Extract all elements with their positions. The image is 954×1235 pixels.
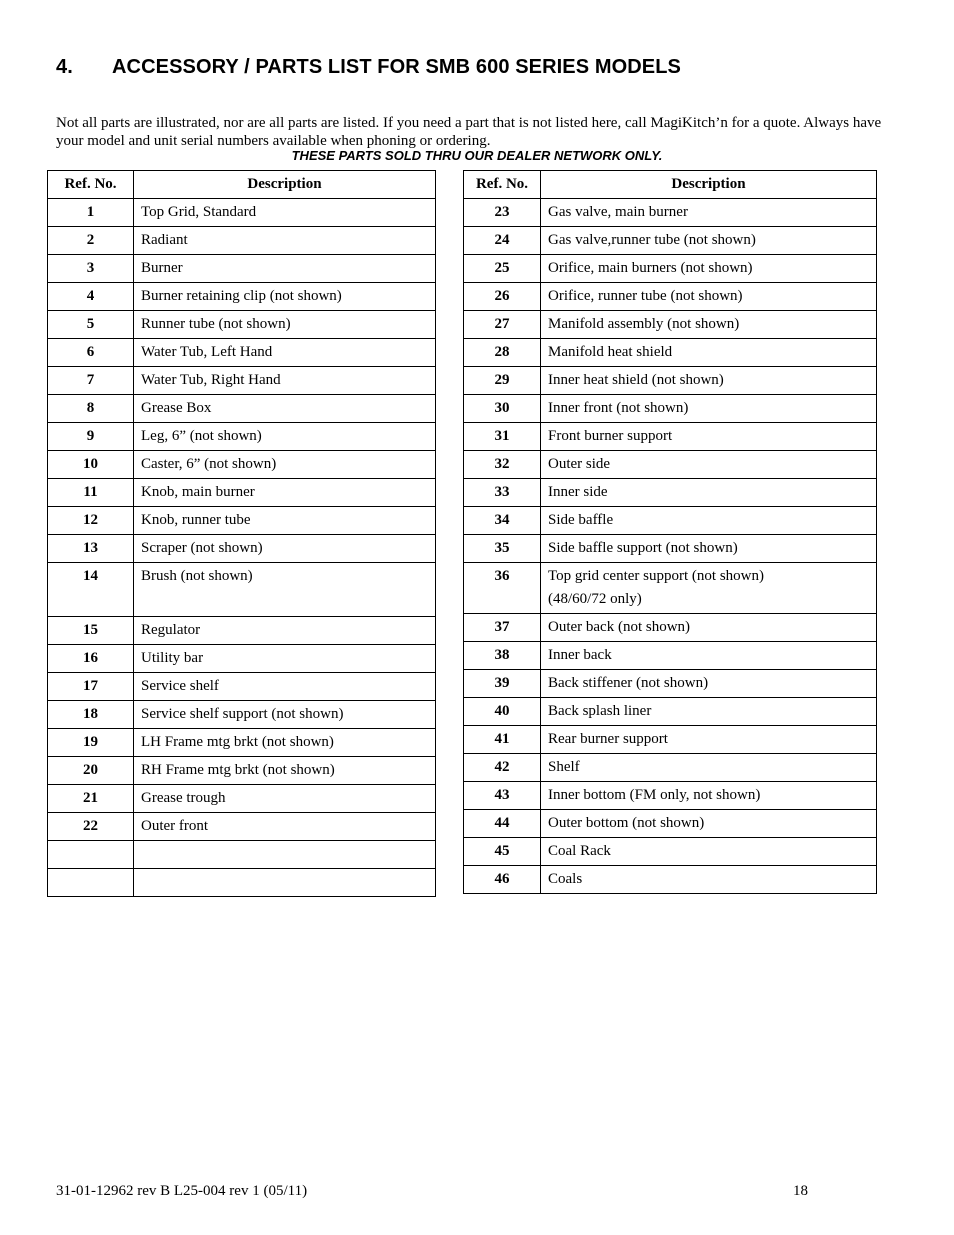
description-cell (541, 199, 877, 227)
description-text: Runner tube (not shown) (141, 316, 291, 332)
description-cell (134, 757, 436, 785)
description-cell (541, 395, 877, 423)
description-cell (541, 311, 877, 339)
ref-no-cell: 41 (464, 726, 541, 754)
description-text: Orifice, runner tube (not shown) (548, 288, 743, 304)
description-text: Knob, main burner (141, 484, 255, 500)
description-text: Service shelf support (not shown) (141, 706, 344, 722)
description-cell (134, 813, 436, 841)
ref-no-cell: 7 (48, 367, 134, 395)
description-text: Side baffle support (not shown) (548, 540, 738, 556)
ref-no-cell: 26 (464, 283, 541, 311)
parts-table-right (463, 170, 877, 894)
ref-no-cell: 18 (48, 701, 134, 729)
description-text: Inner heat shield (not shown) (548, 372, 724, 388)
intro-paragraph: Not all parts are illustrated, nor are all parts are listed. If you need a part that is not listed here, call MagiKitch’n for a quote. Always have your model and unit serial numbers available when phoning or ordering. (56, 115, 882, 149)
description-cell (541, 535, 877, 563)
ref-no-cell: 11 (48, 479, 134, 507)
description-text: Outer bottom (not shown) (548, 815, 705, 831)
ref-no-cell: 45 (464, 838, 541, 866)
description-cell (541, 754, 877, 782)
ref-no-cell: 36 (464, 563, 541, 614)
table-row (464, 199, 877, 227)
ref-no-cell: 9 (48, 423, 134, 451)
description-text: Back stiffener (not shown) (548, 675, 709, 691)
table-row (464, 507, 877, 535)
description-text: Burner retaining clip (not shown) (141, 288, 342, 304)
description-cell (134, 479, 436, 507)
table-row (48, 535, 436, 563)
description-text: Gas valve,runner tube (not shown) (548, 232, 756, 248)
table-row (48, 757, 436, 785)
description-cell (541, 451, 877, 479)
description-text: Water Tub, Right Hand (141, 372, 281, 388)
table-row (464, 227, 877, 255)
ref-no-cell: 39 (464, 670, 541, 698)
description-cell (134, 841, 436, 869)
description-text: Back splash liner (548, 703, 652, 719)
table-row (464, 423, 877, 451)
description-cell (541, 255, 877, 283)
section-title: ACCESSORY / PARTS LIST FOR SMB 600 SERIES MODELS (112, 56, 681, 78)
description-text: Top Grid, Standard (141, 204, 257, 220)
description-text: Scraper (not shown) (141, 540, 263, 556)
section-number: 4. (56, 56, 73, 78)
table-row (464, 698, 877, 726)
ref-no-cell: 2 (48, 227, 134, 255)
description-text: Grease trough (141, 790, 226, 806)
table-row (464, 395, 877, 423)
ref-no-cell: 8 (48, 395, 134, 423)
table-row (48, 673, 436, 701)
ref-no-cell: 23 (464, 199, 541, 227)
table-row (464, 642, 877, 670)
description-cell (134, 535, 436, 563)
description-cell (541, 726, 877, 754)
table-row (48, 227, 436, 255)
description-cell (134, 311, 436, 339)
description-text: Outer front (141, 818, 209, 834)
ref-no-cell: 27 (464, 311, 541, 339)
description-cell (541, 227, 877, 255)
table-row (464, 670, 877, 698)
description-text: Orifice, main burners (not shown) (548, 260, 753, 276)
ref-no-cell: 46 (464, 866, 541, 894)
ref-no-cell: 35 (464, 535, 541, 563)
ref-no-header: Ref. No. (464, 171, 541, 199)
description-text: Knob, runner tube (141, 512, 251, 528)
description-text: Regulator (141, 622, 201, 638)
description-text: Shelf (548, 759, 580, 775)
description-text: Inner back (548, 647, 612, 663)
ref-no-cell: 44 (464, 810, 541, 838)
ref-no-cell: 14 (48, 563, 134, 617)
description-cell (541, 339, 877, 367)
table-header-row (464, 171, 877, 199)
table-row (464, 754, 877, 782)
description-cell (541, 698, 877, 726)
ref-no-cell: 37 (464, 614, 541, 642)
description-text: Inner front (not shown) (548, 400, 689, 416)
ref-no-cell: 10 (48, 451, 134, 479)
description-cell (134, 507, 436, 535)
description-cell (134, 199, 436, 227)
table-row (464, 726, 877, 754)
ref-no-cell: 24 (464, 227, 541, 255)
table-row (48, 563, 436, 617)
description-text: Manifold assembly (not shown) (548, 316, 740, 332)
ref-no-cell: 34 (464, 507, 541, 535)
table-row (48, 311, 436, 339)
description-text: Coals (548, 871, 583, 887)
description-cell (134, 869, 436, 897)
table-row (48, 395, 436, 423)
ref-no-cell (48, 841, 134, 869)
page-number: 18 (793, 1183, 808, 1199)
table-row (48, 339, 436, 367)
description-text: Gas valve, main burner (548, 204, 688, 220)
table-row (48, 479, 436, 507)
description-cell (134, 451, 436, 479)
description-cell (541, 507, 877, 535)
table-row (48, 283, 436, 311)
description-text: Utility bar (141, 650, 204, 666)
description-cell (541, 866, 877, 894)
ref-no-cell: 42 (464, 754, 541, 782)
description-text: Rear burner support (548, 731, 668, 747)
ref-no-header: Ref. No. (48, 171, 134, 199)
ref-no-cell: 25 (464, 255, 541, 283)
ref-no-cell: 4 (48, 283, 134, 311)
ref-no-cell: 6 (48, 339, 134, 367)
description-text: Grease Box (141, 400, 212, 416)
ref-no-cell: 16 (48, 645, 134, 673)
description-cell (541, 642, 877, 670)
description-cell (134, 283, 436, 311)
description-text: Burner (141, 260, 183, 276)
description-cell (134, 729, 436, 757)
table-row (464, 451, 877, 479)
description-text: Outer side (548, 456, 611, 472)
table-row (464, 838, 877, 866)
description-cell (541, 283, 877, 311)
ref-no-cell: 32 (464, 451, 541, 479)
description-header: Description (134, 171, 436, 199)
table-row (464, 479, 877, 507)
description-cell (541, 563, 877, 614)
description-text: Manifold heat shield (548, 344, 673, 360)
ref-no-cell: 13 (48, 535, 134, 563)
table-row (464, 255, 877, 283)
table-row (464, 367, 877, 395)
ref-no-cell: 38 (464, 642, 541, 670)
footer-doc-id: 31-01-12962 rev B L25-004 rev 1 (05/11) (56, 1183, 308, 1199)
description-text: Caster, 6” (not shown) (141, 456, 277, 472)
ref-no-cell: 17 (48, 673, 134, 701)
description-text: Leg, 6” (not shown) (141, 428, 262, 444)
ref-no-cell: 15 (48, 617, 134, 645)
table-row (48, 785, 436, 813)
table-row (464, 810, 877, 838)
table-row (464, 866, 877, 894)
table-row (464, 535, 877, 563)
description-text-continued: (48/60/72 only) (548, 591, 642, 607)
table-row (464, 339, 877, 367)
ref-no-cell: 28 (464, 339, 541, 367)
description-cell (134, 701, 436, 729)
ref-no-cell: 43 (464, 782, 541, 810)
description-text: Front burner support (548, 428, 673, 444)
description-text: Outer back (not shown) (548, 619, 691, 635)
description-cell (541, 782, 877, 810)
description-cell (134, 645, 436, 673)
table-row (48, 507, 436, 535)
table-row (48, 813, 436, 841)
ref-no-cell: 5 (48, 311, 134, 339)
dealer-notice: THESE PARTS SOLD THRU OUR DEALER NETWORK ONLY. (291, 148, 663, 163)
table-row (48, 367, 436, 395)
table-row (464, 283, 877, 311)
description-text: Water Tub, Left Hand (141, 344, 273, 360)
ref-no-cell (48, 869, 134, 897)
description-cell (541, 367, 877, 395)
ref-no-cell: 31 (464, 423, 541, 451)
ref-no-cell: 22 (48, 813, 134, 841)
description-cell (134, 785, 436, 813)
ref-no-cell: 20 (48, 757, 134, 785)
table-row (48, 617, 436, 645)
section-heading (56, 56, 681, 79)
description-cell (134, 563, 436, 617)
description-text: Top grid center support (not shown) (548, 568, 764, 584)
description-text: Inner side (548, 484, 608, 500)
table-row (48, 199, 436, 227)
table-row (464, 614, 877, 642)
table-row (48, 841, 436, 869)
ref-no-cell: 29 (464, 367, 541, 395)
parts-table-left (47, 170, 436, 897)
description-text: Brush (not shown) (141, 568, 253, 584)
description-cell (134, 673, 436, 701)
description-text: Coal Rack (548, 843, 611, 859)
table-row (464, 311, 877, 339)
table-row (48, 729, 436, 757)
description-cell (134, 617, 436, 645)
description-cell (541, 810, 877, 838)
ref-no-cell: 33 (464, 479, 541, 507)
description-cell (541, 423, 877, 451)
table-row (48, 255, 436, 283)
description-text: Inner bottom (FM only, not shown) (548, 787, 761, 803)
ref-no-cell: 1 (48, 199, 134, 227)
description-cell (134, 227, 436, 255)
description-header: Description (541, 171, 877, 199)
description-cell (134, 255, 436, 283)
description-text: Radiant (141, 232, 188, 248)
table-row (464, 563, 877, 614)
ref-no-cell: 19 (48, 729, 134, 757)
description-cell (134, 339, 436, 367)
description-cell (541, 479, 877, 507)
description-cell (134, 367, 436, 395)
ref-no-cell: 3 (48, 255, 134, 283)
description-text: Side baffle (548, 512, 614, 528)
description-cell (541, 670, 877, 698)
description-text: Service shelf (141, 678, 219, 694)
description-text: LH Frame mtg brkt (not shown) (141, 734, 334, 750)
table-row (48, 451, 436, 479)
description-cell (134, 395, 436, 423)
table-row (48, 423, 436, 451)
description-cell (541, 614, 877, 642)
description-cell (541, 838, 877, 866)
ref-no-cell: 30 (464, 395, 541, 423)
description-text: RH Frame mtg brkt (not shown) (141, 762, 335, 778)
table-row (48, 869, 436, 897)
ref-no-cell: 12 (48, 507, 134, 535)
table-row (48, 645, 436, 673)
ref-no-cell: 40 (464, 698, 541, 726)
table-row (48, 701, 436, 729)
ref-no-cell: 21 (48, 785, 134, 813)
table-row (464, 782, 877, 810)
table-header-row (48, 171, 436, 199)
description-cell (134, 423, 436, 451)
